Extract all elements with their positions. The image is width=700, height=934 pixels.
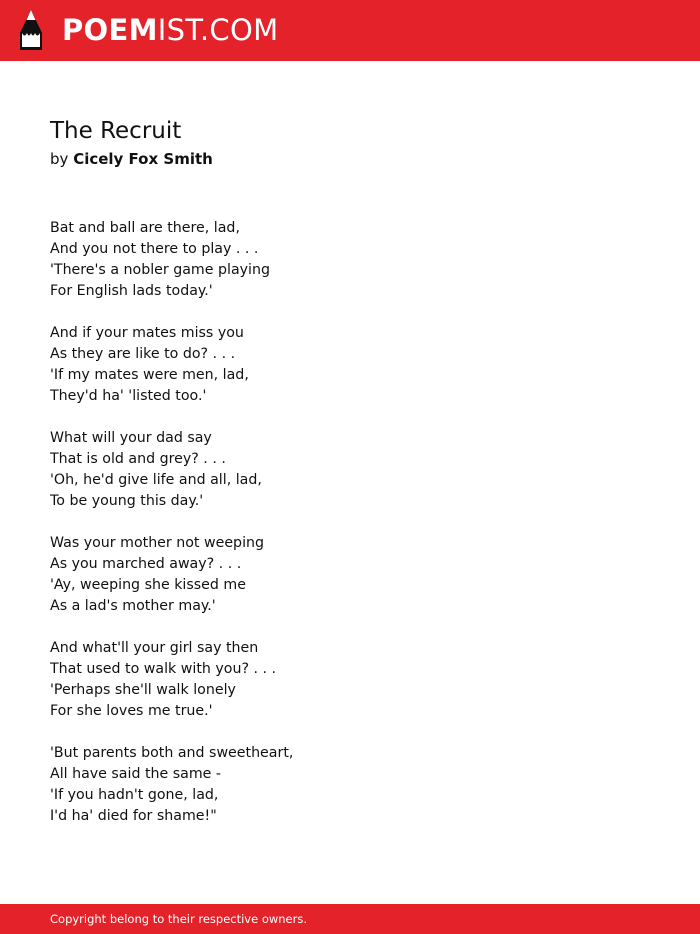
poem-byline bbox=[50, 148, 213, 170]
pencil-icon bbox=[18, 9, 44, 51]
poem-line: And if your mates miss you bbox=[50, 325, 244, 341]
poem-author: Cicely Fox Smith bbox=[73, 150, 213, 168]
site-header bbox=[0, 0, 700, 61]
poem-body bbox=[50, 218, 650, 848]
poem-title: The Recruit bbox=[50, 118, 182, 144]
poem-line: 'If my mates were men, lad, bbox=[50, 367, 249, 383]
poem-line: That used to walk with you? . . . bbox=[50, 661, 277, 677]
poem-line: All have said the same - bbox=[50, 766, 222, 782]
poem-line: As you marched away? . . . bbox=[50, 556, 242, 572]
poem-line: 'There's a nobler game playing bbox=[50, 262, 270, 278]
stanza bbox=[50, 533, 650, 617]
poem-line: Bat and ball are there, lad, bbox=[50, 220, 240, 236]
poem-line: 'Ay, weeping she kissed me bbox=[50, 577, 246, 593]
stanza bbox=[50, 323, 650, 407]
logo-bold-text: POEM bbox=[62, 13, 158, 47]
poem-line: For she loves me true.' bbox=[50, 703, 213, 719]
stanza bbox=[50, 428, 650, 512]
copyright-notice: Copyright belong to their respective owners. bbox=[50, 912, 308, 926]
poem-line: And what'll your girl say then bbox=[50, 640, 259, 656]
poem-line: That is old and grey? . . . bbox=[50, 451, 226, 467]
stanza bbox=[50, 218, 650, 302]
poem-line: They'd ha' 'listed too.' bbox=[50, 388, 207, 404]
poem-line: Was your mother not weeping bbox=[50, 535, 265, 551]
poem-line: To be young this day.' bbox=[50, 493, 204, 509]
poem-line: What will your dad say bbox=[50, 430, 212, 446]
poem-line: I'd ha' died for shame!" bbox=[50, 808, 217, 824]
poem-line: 'Perhaps she'll walk lonely bbox=[50, 682, 236, 698]
poem-line: As a lad's mother may.' bbox=[50, 598, 216, 614]
poem-line: As they are like to do? . . . bbox=[50, 346, 236, 362]
site-logo[interactable] bbox=[62, 12, 278, 48]
poem-line: 'But parents both and sweetheart, bbox=[50, 745, 294, 761]
poem-line: 'Oh, he'd give life and all, lad, bbox=[50, 472, 262, 488]
by-label: by bbox=[50, 150, 69, 168]
poem-line: For English lads today.' bbox=[50, 283, 213, 299]
site-footer bbox=[0, 904, 700, 934]
poem-line: 'If you hadn't gone, lad, bbox=[50, 787, 219, 803]
stanza bbox=[50, 743, 650, 827]
poem-line: And you not there to play . . . bbox=[50, 241, 259, 257]
logo-light-text: IST.COM bbox=[157, 13, 279, 47]
stanza bbox=[50, 638, 650, 722]
